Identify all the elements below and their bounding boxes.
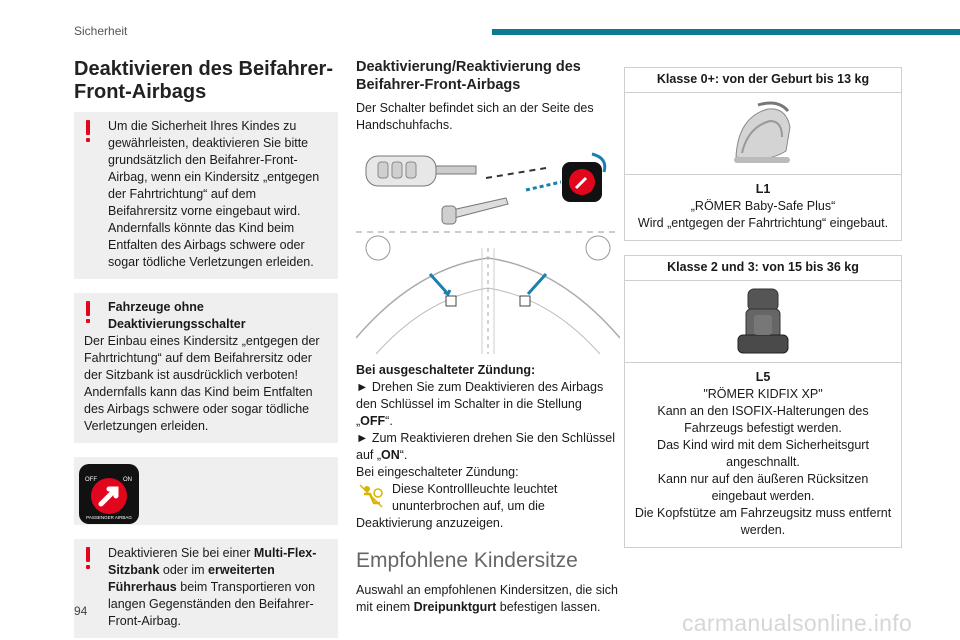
section-title-deactivation: Deaktivierung/Reaktivierung des Beifahrer-Front-Airbags (356, 59, 581, 93)
airbag-off-label: OFF (85, 477, 97, 483)
card-body (625, 175, 901, 240)
booster-seat-icon (734, 285, 792, 359)
section-header: Sicherheit (74, 24, 128, 38)
warning-text: Um die Sicherheit Ihres Kindes zu gewährleisten, deaktivieren Sie bitte grundsätzlich den Beifahrer-Front-Airbag, wenn ein Kindersitz „entgegen der Fahrtrichtung“ auf dem Beifahrersitz vorne eingebaut wird. Andernfalls könnte das Kind beim Entfalten des Airbags schwere oder sogar tödliche Verletzungen erleiden. (108, 119, 320, 269)
page-number: 94 (74, 604, 88, 618)
card-title: Klasse 0+: von der Geburt bis 13 kg (625, 68, 901, 93)
step-on-label: ON (381, 448, 400, 462)
airbag-passenger-label: PASSENGER AIRBAG (86, 515, 132, 520)
key-switch-illustration (356, 148, 620, 354)
seat-code: L5 (755, 370, 771, 384)
card-image (625, 281, 901, 363)
card-image (625, 93, 901, 175)
airbag-switch-box (74, 457, 338, 525)
warning-icon (86, 547, 90, 562)
child-seat-card-l1 (624, 67, 902, 241)
card-line: Kann an den ISOFIX-Halterungen des Fahrzeugs befestigt werden. (657, 404, 869, 435)
warning-text-part: oder im (159, 563, 209, 577)
card-body (625, 363, 901, 547)
warning-box-multiflex (74, 539, 338, 638)
card-line: „RÖMER Baby-Safe Plus“ (690, 199, 836, 213)
step-deactivate (356, 379, 622, 430)
page-title: Deaktivieren des Beifahrer-Front-Airbags (74, 58, 334, 103)
recommend-text-bold: Dreipunktgurt (413, 600, 497, 614)
card-line: "RÖMER KIDFIX XP" (703, 387, 823, 401)
passenger-airbag-off-icon (79, 464, 139, 524)
child-seat-card-l5 (624, 255, 902, 548)
warning-lamp-note (356, 481, 622, 532)
warning-box-child-seat (74, 112, 338, 279)
intro-text: Der Schalter befindet sich an der Seite des Handschuhfachs. (356, 101, 594, 132)
step-reactivate (356, 430, 622, 464)
baby-seat-icon (728, 97, 798, 171)
section-title-recommended: Empfohlene Kindersitze (356, 549, 578, 572)
warning-icon (86, 120, 90, 135)
step-text: “. (399, 448, 408, 462)
warning-text (84, 545, 326, 630)
warning-text-bold: erweiterten Führerhaus (108, 563, 275, 594)
warning-text-part: beim Transportieren von langen Gegenständen den Beifahrer-Front-Airbag. (108, 580, 316, 628)
watermark: carmanualsonline.info (682, 610, 913, 636)
ignition-on-heading: Bei eingeschalteter Zündung: (356, 465, 519, 479)
warning-text-part: Deaktivieren Sie bei einer (108, 546, 254, 560)
step-text: ► Drehen Sie zum Deaktivieren des Airbags den Schlüssel im Schalter in die Stellung „ (356, 380, 604, 428)
warning-icon (86, 301, 90, 316)
step-text: “. (385, 414, 393, 428)
step-text: ► Zum Reaktivieren drehen Sie den Schlüssel auf „ (356, 431, 616, 462)
lamp-text: Diese Kontrollleuchte leuchtet ununterbrochen auf, um die Deaktivierung anzuzeigen. (356, 482, 558, 530)
step-off-label: OFF (360, 414, 386, 428)
warning-text: Der Einbau eines Kindersitz „entgegen der Fahrtrichtung“ auf dem Beifahrersitz oder der Sitzbank ist ausdrücklich verboten! Andernfalls kann das Kind beim Entfalten des Airbags schwere oder sogar tödliche Verletzungen erleiden. (84, 334, 320, 433)
left-column (74, 58, 338, 640)
recommend-text-part: Auswahl an empfohlenen Kindersitzen, die sich mit einem (356, 583, 618, 614)
warning-text-bold: Multi-Flex-Sitzbank (108, 546, 317, 577)
card-line: Wird „entgegen der Fahrtrichtung“ eingebaut. (637, 216, 889, 230)
seat-code: L1 (755, 182, 771, 196)
ignition-off-heading: Bei ausgeschalteter Zündung: (356, 363, 536, 377)
card-title: Klasse 2 und 3: von 15 bis 36 kg (625, 256, 901, 281)
recommend-text-part: befestigen lassen. (496, 600, 601, 614)
card-line: Die Kopfstütze am Fahrzeugsitz muss entfernt werden. (634, 506, 892, 537)
recommend-text (356, 582, 622, 616)
warning-box-no-switch (74, 293, 338, 443)
airbag-on-label: ON (123, 477, 132, 483)
airbag-warning-lamp-icon (356, 481, 386, 511)
warning-title: Fahrzeuge ohne Deaktivierungsschalter (108, 300, 246, 331)
right-column (624, 67, 902, 562)
header-accent-bar (492, 29, 960, 35)
card-line: Das Kind wird mit dem Sicherheitsgurt angeschnallt. (657, 438, 869, 469)
card-line: Kann nur auf den äußeren Rücksitzen eingebaut werden. (657, 472, 869, 503)
middle-column (356, 58, 622, 616)
